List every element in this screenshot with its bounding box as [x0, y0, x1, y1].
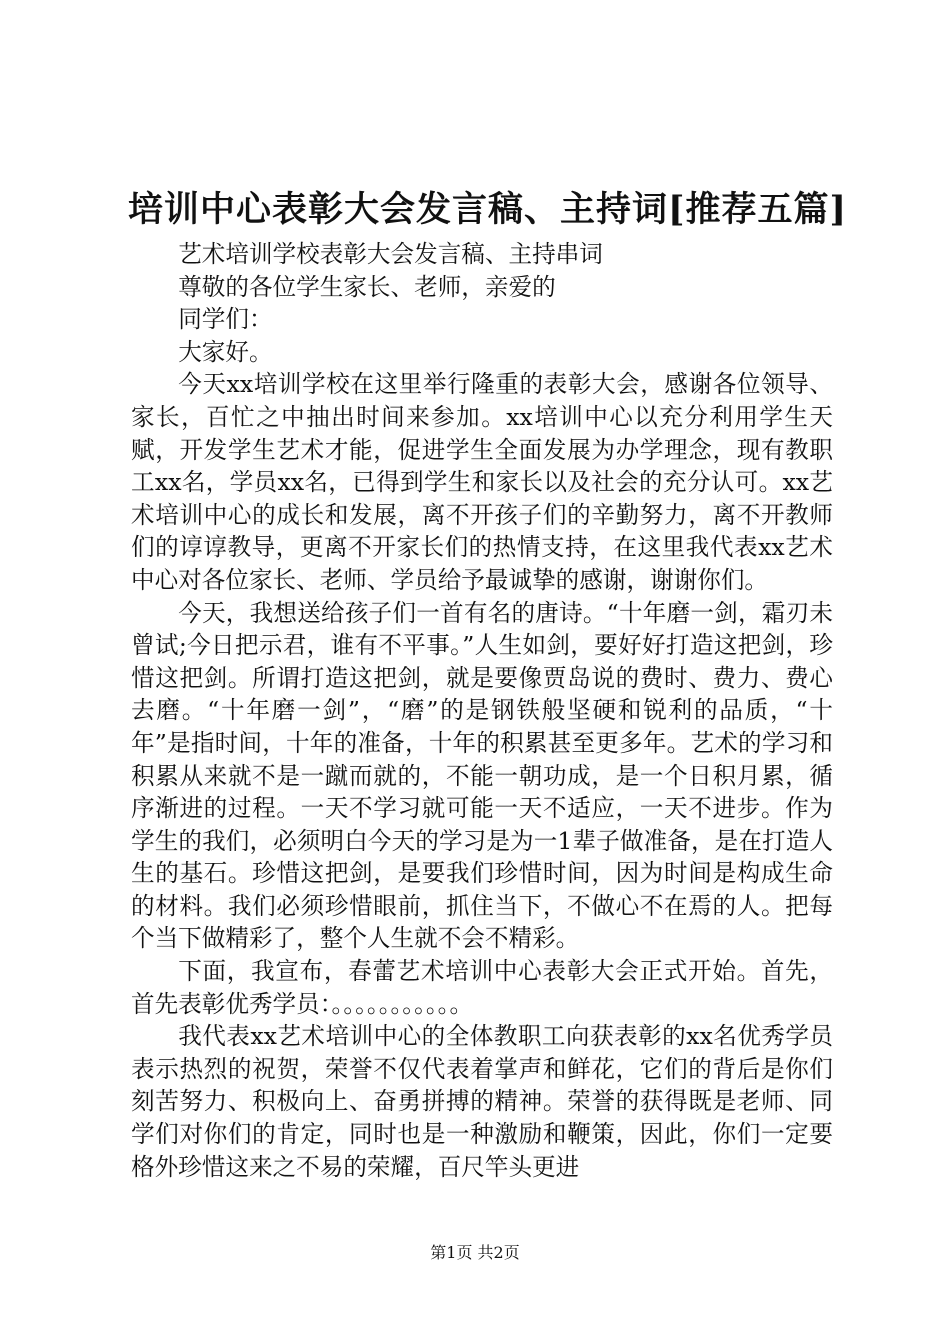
page-footer: 第1页 共2页 [430, 1243, 520, 1262]
paragraph-congratulations: 我代表xx艺术培训中心的全体教职工向获表彰的xx名优秀学员表示热烈的祝贺，荣誉不仅代表着掌声和鲜花，它们的背后是你们刻苦努力、积极向上、奋勇拼搏的精神。荣誉的获得既是老师、同学们对你们的肯定，同时也是一种激励和鞭策，因此，你们一定要格外珍惜这来之不易的荣耀，百尺竿头更进 [131, 1022, 833, 1181]
document-body [131, 238, 833, 1183]
paragraph-salutation-cont: 同学们： [178, 305, 273, 334]
paragraph-greeting: 大家好。 [178, 337, 273, 366]
paragraph-salutation: 尊敬的各位学生家长、老师，亲爱的 [178, 272, 556, 301]
paragraph-intro: 今天xx培训学校在这里举行隆重的表彰大会，感谢各位领导、家长，百忙之中抽出时间来参加。xx培训中心以充分利用学生天赋，开发学生艺术才能，促进学生全面发展为办学理念，现有教职工xx名，学员xx名，已得到学生和家长以及社会的充分认可。xx艺术培训中心的成长和发展，离不开孩子们的辛勤努力，离不开教师们的谆谆教导，更离不开家长们的热情支持，在这里我代表xx艺术中心对各位家长、老师、学员给予最诚挚的感谢，谢谢你们。 [131, 370, 833, 594]
paragraph-announcement: 下面，我宣布，春蕾艺术培训中心表彰大会正式开始。首先，首先表彰优秀学员：。。。。。。。。。。。 [131, 957, 833, 1018]
document-title: 培训中心表彰大会发言稿、主持词[推荐五篇] [128, 189, 848, 230]
paragraph-subtitle: 艺术培训学校表彰大会发言稿、主持串词 [178, 240, 603, 268]
paragraph-poem: 今天，我想送给孩子们一首有名的唐诗。“十年磨一剑，霜刃未曾试;今日把示君，谁有不平事。”人生如剑，要好好打造这把剑，珍惜这把剑。所谓打造这把剑，就是要像贾岛说的费时、费力、费心去磨。“十年磨一剑”，“磨”的是钢铁般坚硬和锐利的品质，“十年”是指时间，十年的准备，十年的积累甚至更多年。艺术的学习和积累从来就不是一蹴而就的，不能一朝功成，是一个日积月累，循序渐进的过程。一天不学习就可能一天不适应，一天不进步。作为学生的我们，必须明白今天的学习是为一1辈子做准备，是在打造人生的基石。珍惜这把剑，是要我们珍惜时间，因为时间是构成生命的材料。我们必须珍惜眼前，抓住当下，不做心不在焉的人。把每个当下做精彩了，整个人生就不会不精彩。 [131, 598, 833, 953]
